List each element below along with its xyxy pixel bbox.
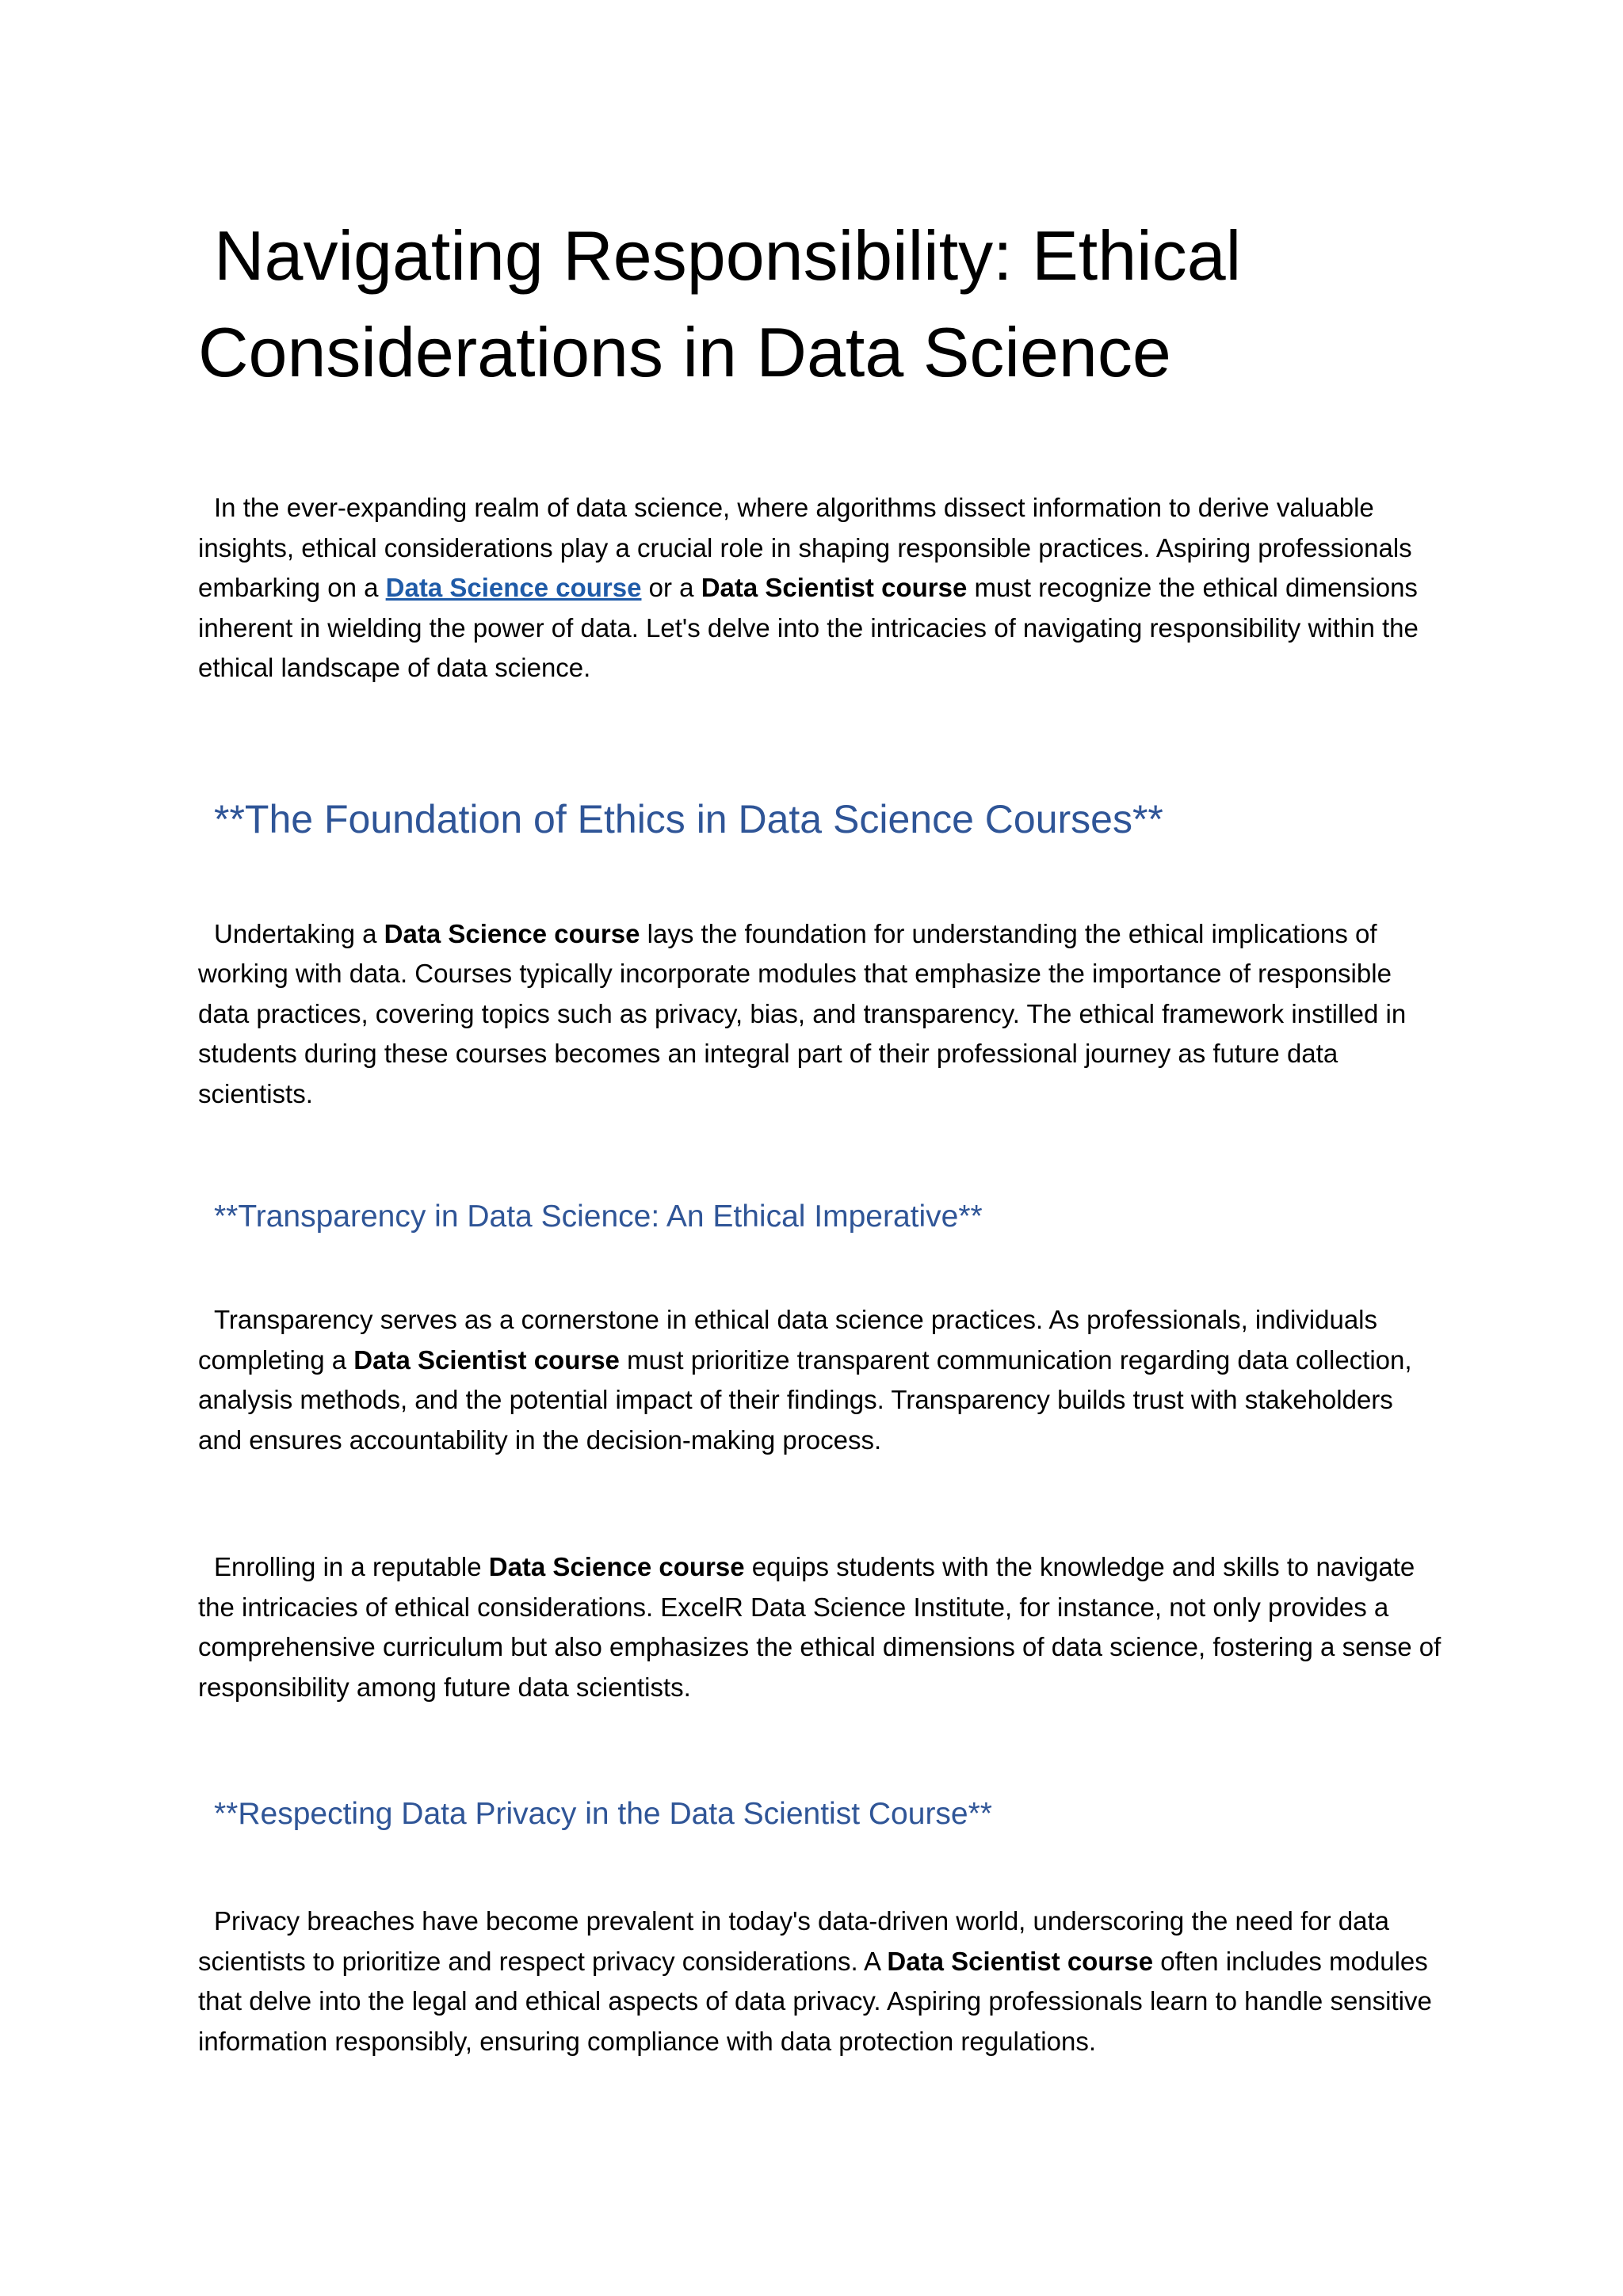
data-science-course-link[interactable]: Data Science course xyxy=(385,573,642,602)
transparency-paragraph xyxy=(198,1300,1442,1460)
document-title xyxy=(198,208,1442,401)
intro-text-2: or a xyxy=(641,573,701,602)
transparency-text-1: Transparency serves as a cornerstone in ethical data science practices. As professionals, individuals completing a xyxy=(198,1305,1378,1375)
heading-foundation: **The Foundation of Ethics in Data Science Courses** xyxy=(214,796,1163,841)
title-line-2: Considerations in Data Science xyxy=(198,313,1171,391)
intro-bold-1: Data Scientist course xyxy=(701,573,968,602)
enrolling-bold-1: Data Science course xyxy=(488,1552,745,1581)
foundation-text-2: lays the foundation for understanding the ethical implications of working with data. Courses typically incorporate modules that emphasize the importance of responsible data practices, covering topics such as privacy, bias, and transparency. The ethical framework instilled in students during these courses becomes an integral part of their professional journey as future data scientists. xyxy=(198,918,1407,1108)
privacy-paragraph xyxy=(198,1901,1442,2061)
enrolling-text-1: Enrolling in a reputable xyxy=(214,1552,489,1581)
transparency-bold-1: Data Scientist course xyxy=(353,1344,620,1375)
document-page xyxy=(198,208,1442,2061)
intro-text-1: In the ever-expanding realm of data science, where algorithms dissect information to derive valuable insights, ethical considerations play a crucial role in shaping responsible practices. Aspiring professionals embarking on a xyxy=(198,493,1412,602)
heading-privacy: **Respecting Data Privacy in the Data Scientist Course** xyxy=(214,1797,992,1831)
privacy-text-1: Privacy breaches have become prevalent in today's data-driven world, underscoring the need for data scientists to prioritize and respect privacy considerations. A xyxy=(198,1906,1389,1976)
enrolling-paragraph xyxy=(198,1547,1442,1707)
foundation-paragraph xyxy=(198,914,1442,1115)
transparency-text-2: must prioritize transparent communication regarding data collection, analysis methods, and the potential impact of their findings. Transparency builds trust with stakeholders and ensures accountability in the decision-making process. xyxy=(198,1344,1412,1455)
enrolling-text-2: equips students with the knowledge and skills to navigate the intricacies of ethical considerations. ExcelR Data Science Institute, for instance, not only provides a comprehensive curriculum but also emphasizes the ethical dimensions of data science, fostering a sense of responsibility among future data scientists. xyxy=(198,1552,1442,1702)
foundation-bold-1: Data Science course xyxy=(384,918,640,948)
privacy-text-2: often includes modules that delve into the legal and ethical aspects of data privacy. Aspiring professionals learn to handle sensitive information responsibly, ensuring compliance with data protection regulations. xyxy=(198,1946,1432,2056)
heading-transparency: **Transparency in Data Science: An Ethical Imperative** xyxy=(214,1199,983,1234)
title-line-1: Navigating Responsibility: Ethical xyxy=(214,216,1242,295)
intro-paragraph xyxy=(198,488,1442,688)
foundation-text-1: Undertaking a xyxy=(214,918,384,948)
intro-text-3: must recognize the ethical dimensions inherent in wielding the power of data. Let's delve into the intricacies of navigating responsibility within the ethical landscape of data science. xyxy=(198,573,1419,682)
privacy-bold-1: Data Scientist course xyxy=(887,1946,1154,1976)
